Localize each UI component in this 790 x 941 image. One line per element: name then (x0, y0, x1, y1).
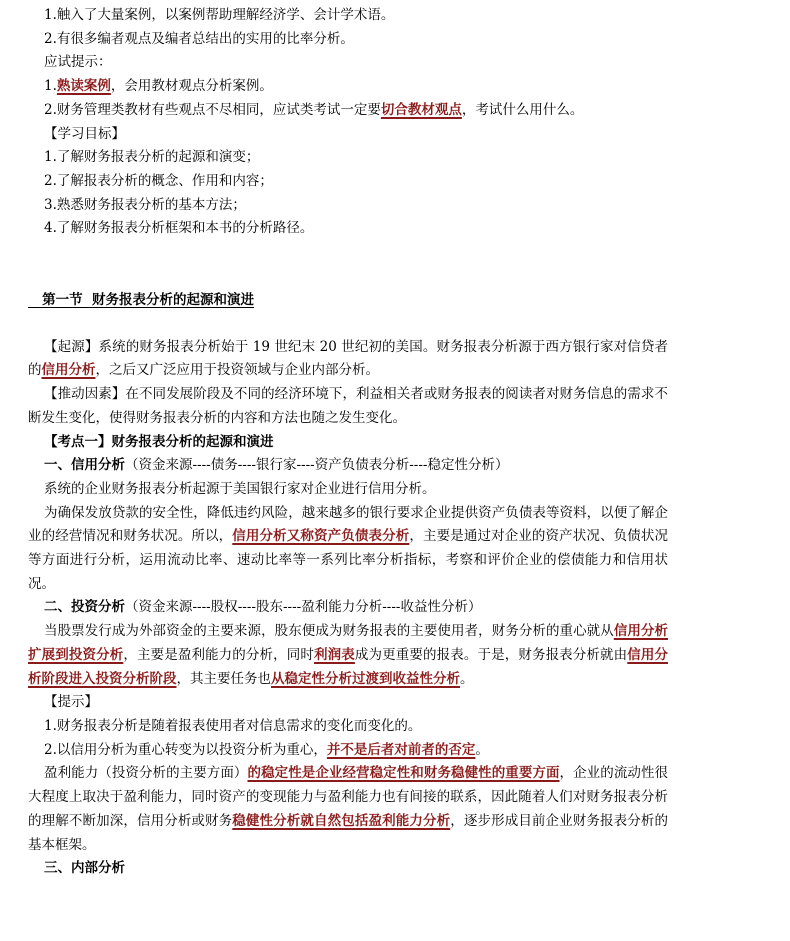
origin-highlight: 信用分析 (41, 362, 96, 379)
invest-text-a: 当股票发行成为外部资金的主要来源，股东便成为财务报表的主要使用者，财务分析的重心就从 (44, 623, 614, 640)
hint-text-c: ，逐步形成目前企业财务报表分析的基本框架。 (28, 812, 669, 853)
invest-text-c: 成为更重要的报表。于是，财务报表分析就由 (354, 646, 628, 663)
intro-item-2: 2.有很多编者观点及编者总结出的实用的比率分析。 (44, 30, 354, 47)
tip-2-suffix: ，考试什么用什么。 (461, 101, 584, 118)
invest-highlight-2: 利润表 (314, 646, 355, 663)
invest-text-b: ，主要是盈利能力的分析，同时 (123, 646, 315, 663)
spacer (28, 313, 668, 336)
hint-text-b: ，企业的流动性很大程度上取决于盈利能力，同时资产的变现能力与盈利能力也有间接的联系，因此随着人们对财务报表分析的理解不断加深，信用分析或财务 (28, 765, 669, 829)
driver-text: 【推动因素】在不同发展阶段及不同的经济环境下，利益相关者或财务报表的阅读者对财务信息的需求不断发生变化，使得财务报表分析的内容和方法也随之发生变化。 (28, 386, 668, 426)
credit-p2-highlight: 信用分析又称资产负债表分析 (232, 528, 410, 545)
origin-prefix: 【起源】系统的财务报表分析始于 19 世纪末 20 世纪初的美国。财务报表分析源于西方银行家对信贷者的 (28, 338, 668, 379)
tip-1-prefix: 1. (44, 78, 57, 95)
credit-p2-suffix: ，主要是通过对企业的资产状况、负债状况等方面进行分析，运用流动比率、速动比率等一系列比率分析指标，考察和评价企业的偿债能力和信用状况。 (28, 528, 669, 592)
invest-heading: 二、投资分析 (44, 599, 125, 616)
goal-item: 1.了解财务报表分析的起源和演变； (44, 149, 260, 166)
kp1-title (28, 431, 668, 455)
tip-1 (28, 75, 668, 99)
hint-text-a: 盈利能力（投资分析的主要方面） (44, 765, 248, 782)
kp1-title-text: 【考点一】财务报表分析的起源和演进 (44, 433, 274, 450)
invest-highlight-1: 信用分析扩展到投资分析 (28, 623, 669, 663)
spacer (28, 241, 668, 289)
goal-item: 3.熟悉财务报表分析的基本方法； (44, 196, 246, 213)
credit-p2 (28, 502, 668, 597)
hint-item-2 (28, 739, 668, 763)
tip-1-suffix: ，会用教材观点分析案例。 (110, 78, 273, 95)
internal-heading: 三、内部分析 (44, 860, 125, 877)
invest-flow: （资金来源----股权----股东----盈利能力分析----收益性分析） (125, 599, 482, 616)
origin-paragraph (28, 336, 668, 383)
intro-item-1: 1.触入了大量案例，以案例帮助理解经济学、会计学术语。 (44, 7, 395, 23)
tip-1-highlight: 熟读案例 (56, 78, 111, 95)
section-title: 第一节 财务报表分析的起源和演进 (28, 292, 254, 309)
tip-2 (28, 99, 668, 123)
document-body (28, 4, 668, 881)
credit-heading: 一、信用分析 (44, 457, 125, 474)
hint-heading: 【提示】 (44, 694, 98, 711)
credit-p2-prefix: 为确保发放贷款的安全性，降低违约风险，越来越多的银行要求企业提供资产负债表等资料，以便了解企业的经营情况和财务状况。所以， (28, 504, 668, 545)
hint-paragraph (28, 762, 668, 857)
origin-suffix: ，之后又广泛应用于投资领域与企业内部分析。 (95, 362, 379, 379)
credit-flow: （资金来源----债务----银行家----资产负债表分析----稳定性分析） (125, 457, 509, 474)
hint-item-2-highlight: 并不是后者对前者的否定 (326, 741, 476, 758)
invest-text-d: ，其主要任务也 (176, 670, 271, 687)
hint-item-2-suffix: 。 (475, 741, 489, 758)
hint-highlight-2: 稳健性分析就自然包括盈利能力分析 (232, 812, 451, 829)
hint-highlight-1: 的稳定性是企业经营稳定性和财务稳健性的重要方面 (247, 765, 560, 782)
goal-item: 4.了解财务报表分析框架和本书的分析路径。 (44, 220, 314, 237)
invest-highlight-4: 从稳定性分析过渡到收益性分析 (271, 670, 460, 687)
goal-item: 2.了解报表分析的概念、作用和内容； (44, 172, 273, 189)
driver-paragraph (28, 383, 668, 430)
credit-p1: 系统的企业财务报表分析起源于美国银行家对企业进行信用分析。 (44, 480, 436, 497)
internal-heading-line (28, 857, 668, 881)
credit-heading-line (28, 454, 668, 478)
hint-item-1: 1.财务报表分析是随着报表使用者对信息需求的变化而变化的。 (44, 717, 422, 734)
invest-text-e: 。 (460, 670, 474, 687)
tips-label: 应试提示： (44, 54, 112, 71)
hint-item-2-prefix: 2.以信用分析为重心转变为以投资分析为重心， (44, 741, 327, 758)
goals-heading: 【学习目标】 (44, 125, 125, 142)
tip-2-highlight: 切合教材观点 (380, 101, 462, 118)
tip-2-prefix: 2.财务管理类教材有些观点不尽相同，应试类考试一定要 (44, 101, 381, 118)
invest-paragraph (28, 620, 668, 691)
invest-heading-line (28, 596, 668, 620)
invest-highlight-3: 信用分析阶段进入投资分析阶段 (28, 646, 669, 687)
